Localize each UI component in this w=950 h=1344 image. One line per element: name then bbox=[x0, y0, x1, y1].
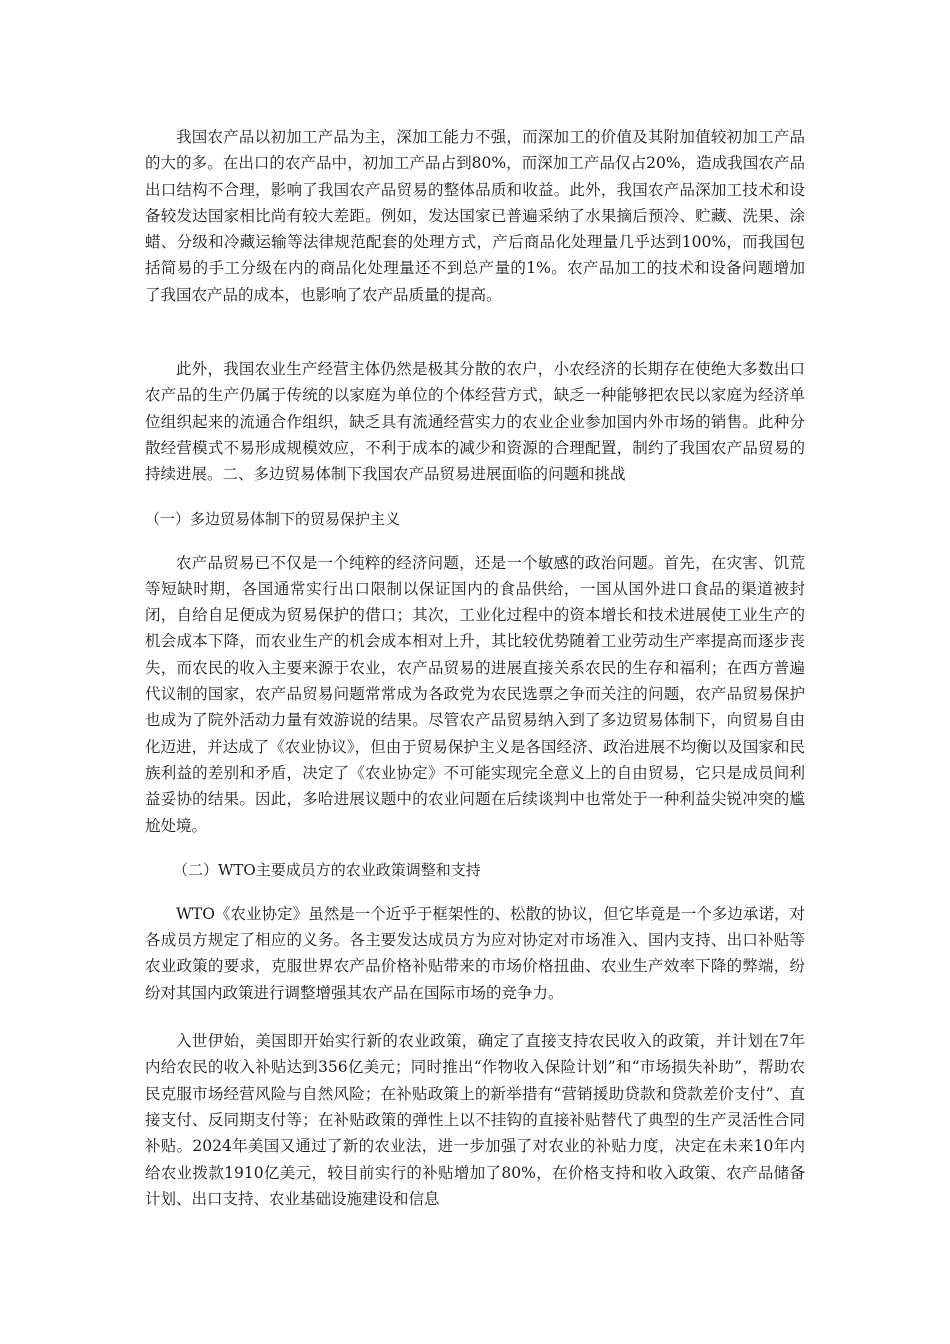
paragraph-farm-structure: 此外，我国农业生产经营主体仍然是极其分散的农户，小农经济的长期存在使绝大多数出口农产品的生产仍属于传统的以家庭为单位的个体经营方式，缺乏一种能够把农民以家庭为经济单位组织起来的流通合作组织，缺乏具有流通经营实力的农业企业参加国内外市场的销售。此种分散经营模式不易形成规模效应，不利于成本的减少和资源的合理配置，制约了我国农产品贸易的持续进展。二、多边贸易体制下我国农产品贸易进展面临的问题和挑战 bbox=[145, 360, 805, 484]
section-heading-wto-policy: （二）WTO主要成员方的农业政策调整和支持 bbox=[173, 860, 481, 879]
paragraph-processing: 我国农产品以初加工产品为主，深加工能力不强，而深加工的价值及其附加值较初加工产品的大的多。在出口的农产品中，初加工产品占到80%，而深加工产品仅占20%，造成我国农产品出口结构不合理，影响了我国农产品贸易的整体品质和收益。此外，我国农产品深加工技术和设备较发达国家相比尚有较大差距。例如，发达国家已普遍采纳了水果摘后预冷、贮藏、洗果、涂蜡、分级和冷藏运输等法律规范配套的处理方式，产后商品化处理量几乎达到100%，而我国包括简易的手工分级在内的商品化处理量还不到总产量的1%。农产品加工的技术和设备问题增加了我国农产品的成本，也影响了农产品质量的提高。 bbox=[145, 128, 805, 304]
paragraph-us-policy: 入世伊始，美国即开始实行新的农业政策，确定了直接支持农民收入的政策，并计划在7年内给农民的收入补贴达到356亿美元；同时推出“作物收入保险计划”和“市场损失补助”，帮助农民克服市场经营风险与自然风险；在补贴政策上的新举措有“营销援助贷款和贷款差价支付”、直接支付、反同期支付等；在补贴政策的弹性上以不挂钩的直接补贴替代了典型的生产灵活性合同补贴。2024年美国又通过了新的农业法，进一步加强了对农业的补贴力度，决定在未来10年内给农业拨款1910亿美元，较目前实行的补贴增加了80%，在价格支持和收入政策、农产品储备计划、出口支持、农业基础设施建设和信息 bbox=[145, 1032, 805, 1208]
document-body bbox=[145, 124, 805, 1212]
paragraph-protectionism: 农产品贸易已不仅是一个纯粹的经济问题，还是一个敏感的政治问题。首先，在灾害、饥荒等短缺时期，各国通常实行出口限制以保证国内的食品供给，一国从国外进口食品的渠道被封闭，自给自足便成为贸易保护的借口；其次，工业化过程中的资本增长和技术进展使工业生产的机会成本下降，而农业生产的机会成本相对上升，其比较优势随着工业劳动生产率提高而逐步丧失，而农民的收入主要来源于农业，农产品贸易的进展直接关系农民的生存和福利；在西方普遍代议制的国家，农产品贸易问题常常成为各政党为农民选票之争而关注的问题，农产品贸易保护也成为了院外活动力量有效游说的结果。尽管农产品贸易纳入到了多边贸易体制下，向贸易自由化迈进，并达成了《农业协议》，但由于贸易保护主义是各国经济、政治进展不均衡以及国家和民族利益的差别和矛盾，决定了《农业协定》不可能实现完全意义上的自由贸易，它只是成员间利益妥协的结果。因此，多哈进展议题中的农业问题在后续谈判中也常处于一种利益尖锐冲突的尴尬处境。 bbox=[145, 553, 805, 835]
paragraph-wto-agreement: WTO《农业协定》虽然是一个近乎于框架性的、松散的协议，但它毕竟是一个多边承诺，对各成员方规定了相应的义务。各主要发达成员方为应对协定对市场准入、国内支持、出口补贴等农业政策的要求，克服世界农产品价格补贴带来的市场价格扭曲、农业生产效率下降的弊端，纷纷对其国内政策进行调整增强其农产品在国际市场的竞争力。 bbox=[145, 904, 805, 1002]
section-heading-protectionism: （一）多边贸易体制下的贸易保护主义 bbox=[145, 509, 401, 528]
